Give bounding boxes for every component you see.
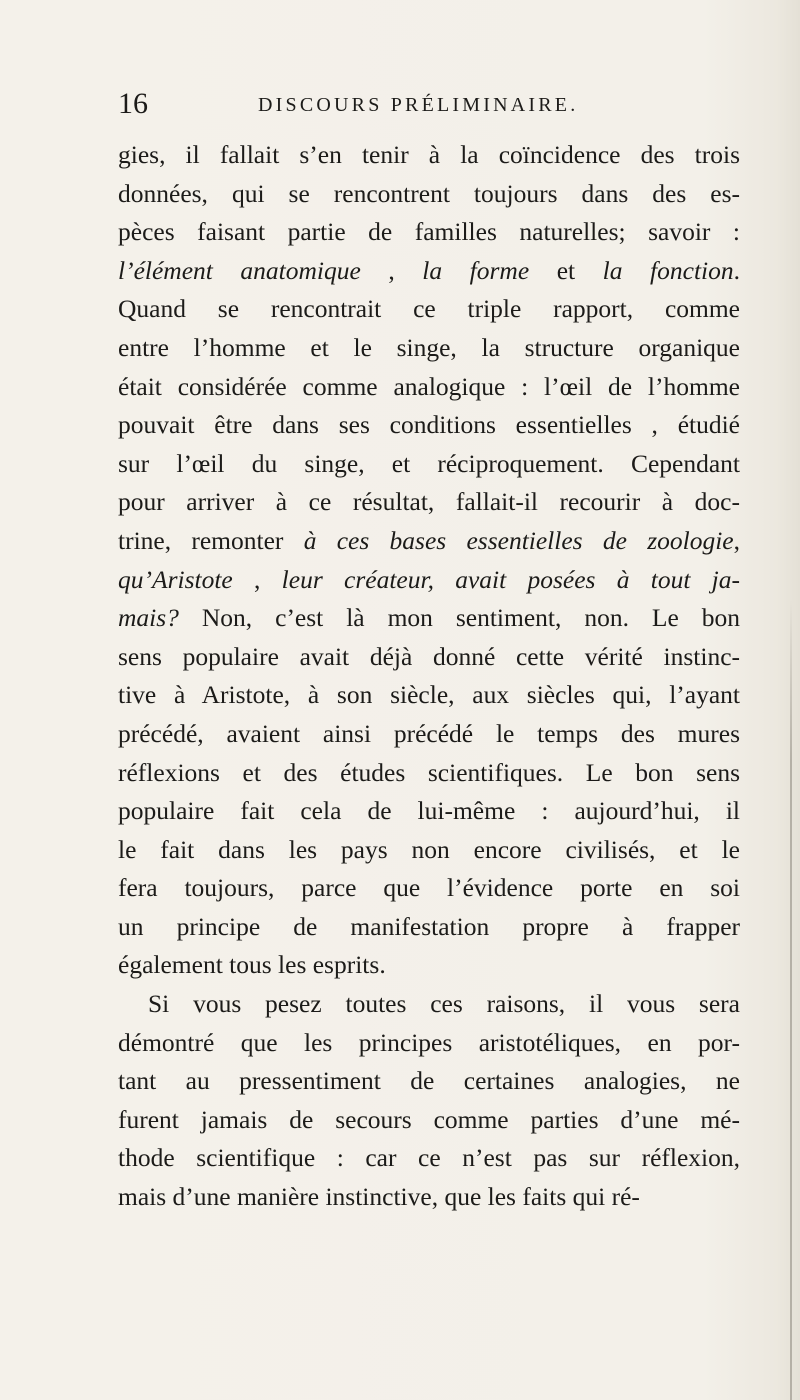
text-line bbox=[118, 908, 740, 947]
body-text bbox=[118, 136, 740, 1217]
page-number: 16 bbox=[118, 87, 148, 120]
text-run: trine, remonter bbox=[118, 525, 304, 555]
text-run: était considérée comme analogique : l’œil de l’homme bbox=[118, 371, 740, 401]
text-line bbox=[118, 869, 740, 908]
text-run: sens populaire avait déjà donné cette vérité instinc- bbox=[118, 641, 740, 671]
text-run: thode scientifique : car ce n’est pas sur réflexion, bbox=[118, 1143, 740, 1173]
text-line bbox=[118, 213, 740, 252]
text-line bbox=[118, 1101, 740, 1140]
text-run: , bbox=[232, 564, 282, 594]
text-run: et bbox=[529, 255, 603, 285]
text-run: pèces faisant partie de familles naturelles; savoir : bbox=[118, 217, 740, 247]
text-line bbox=[118, 368, 740, 407]
text-line bbox=[118, 483, 740, 522]
text-line bbox=[118, 175, 740, 214]
text-run: pour arriver à ce résultat, fallait-il recourir à doc- bbox=[118, 487, 740, 517]
page-header bbox=[118, 84, 738, 124]
text-line bbox=[118, 522, 740, 561]
text-line bbox=[118, 136, 740, 175]
text-line bbox=[118, 252, 740, 291]
text-line bbox=[118, 831, 740, 870]
italic-text: la forme bbox=[422, 255, 530, 285]
text-run: précédé, avaient ainsi précédé le temps des mures bbox=[118, 718, 740, 748]
page-edge-shadow bbox=[790, 600, 792, 1400]
italic-text: l’élément anatomique bbox=[118, 255, 361, 285]
text-line bbox=[118, 754, 740, 793]
text-run: , bbox=[360, 255, 423, 285]
text-run: entre l’homme et le singe, la structure organique bbox=[118, 332, 740, 362]
text-line bbox=[118, 676, 740, 715]
text-line bbox=[118, 329, 740, 368]
text-run: fera toujours, parce que l’évidence porte en soi bbox=[118, 873, 740, 903]
text-run: tant au pressentiment de certaines analogies, ne bbox=[118, 1066, 740, 1096]
text-run: Non, c’est là mon sentiment, non. Le bon bbox=[178, 603, 740, 633]
italic-text: la fonction bbox=[602, 255, 734, 285]
text-line bbox=[118, 1062, 740, 1101]
text-line bbox=[118, 946, 740, 985]
text-line bbox=[118, 290, 740, 329]
text-run: , bbox=[733, 525, 740, 555]
text-run: un principe de manifestation propre à frapper bbox=[118, 911, 740, 941]
text-line bbox=[118, 792, 740, 831]
text-run: réflexions et des études scientifiques. Le bon sens bbox=[118, 757, 740, 787]
text-line bbox=[118, 1024, 740, 1063]
text-run: mais d’une manière instinctive, que les faits qui ré- bbox=[118, 1182, 640, 1212]
text-run: . bbox=[733, 255, 740, 285]
text-run: pouvait être dans ses conditions essentielles , étudié bbox=[118, 410, 740, 440]
text-line bbox=[118, 1178, 740, 1217]
text-line bbox=[118, 638, 740, 677]
text-run: également tous les esprits. bbox=[118, 950, 386, 980]
text-line bbox=[118, 985, 740, 1024]
text-line bbox=[118, 561, 740, 600]
text-run: données, qui se rencontrent toujours dans des es- bbox=[118, 178, 740, 208]
text-run: démontré que les principes aristotéliques, en por- bbox=[118, 1027, 740, 1057]
italic-text: à ces bases essentielles de zoologie bbox=[303, 525, 734, 555]
italic-text: qu’Aristote bbox=[118, 564, 233, 594]
text-line bbox=[118, 1139, 740, 1178]
text-run: furent jamais de secours comme parties d’une mé- bbox=[118, 1104, 740, 1134]
text-run: Quand se rencontrait ce triple rapport, comme bbox=[118, 294, 740, 324]
running-head: DISCOURS PRÉLIMINAIRE. bbox=[258, 94, 579, 116]
text-line bbox=[118, 445, 740, 484]
text-run: Si vous pesez toutes ces raisons, il vous sera bbox=[148, 989, 740, 1019]
text-run: populaire fait cela de lui-même : aujourd’hui, il bbox=[118, 796, 740, 826]
text-line bbox=[118, 715, 740, 754]
text-run: gies, il fallait s’en tenir à la coïncidence des trois bbox=[118, 140, 740, 169]
text-run: le fait dans les pays non encore civilisés, et le bbox=[118, 834, 740, 864]
text-line bbox=[118, 406, 740, 445]
italic-text: leur créateur, avait posées à tout ja- bbox=[281, 564, 741, 594]
text-line bbox=[118, 599, 740, 638]
text-run: tive à Aristote, à son siècle, aux siècles qui, l’ayant bbox=[118, 680, 740, 710]
italic-text: mais? bbox=[118, 603, 179, 633]
text-run: sur l’œil du singe, et réciproquement. Cependant bbox=[118, 448, 740, 478]
